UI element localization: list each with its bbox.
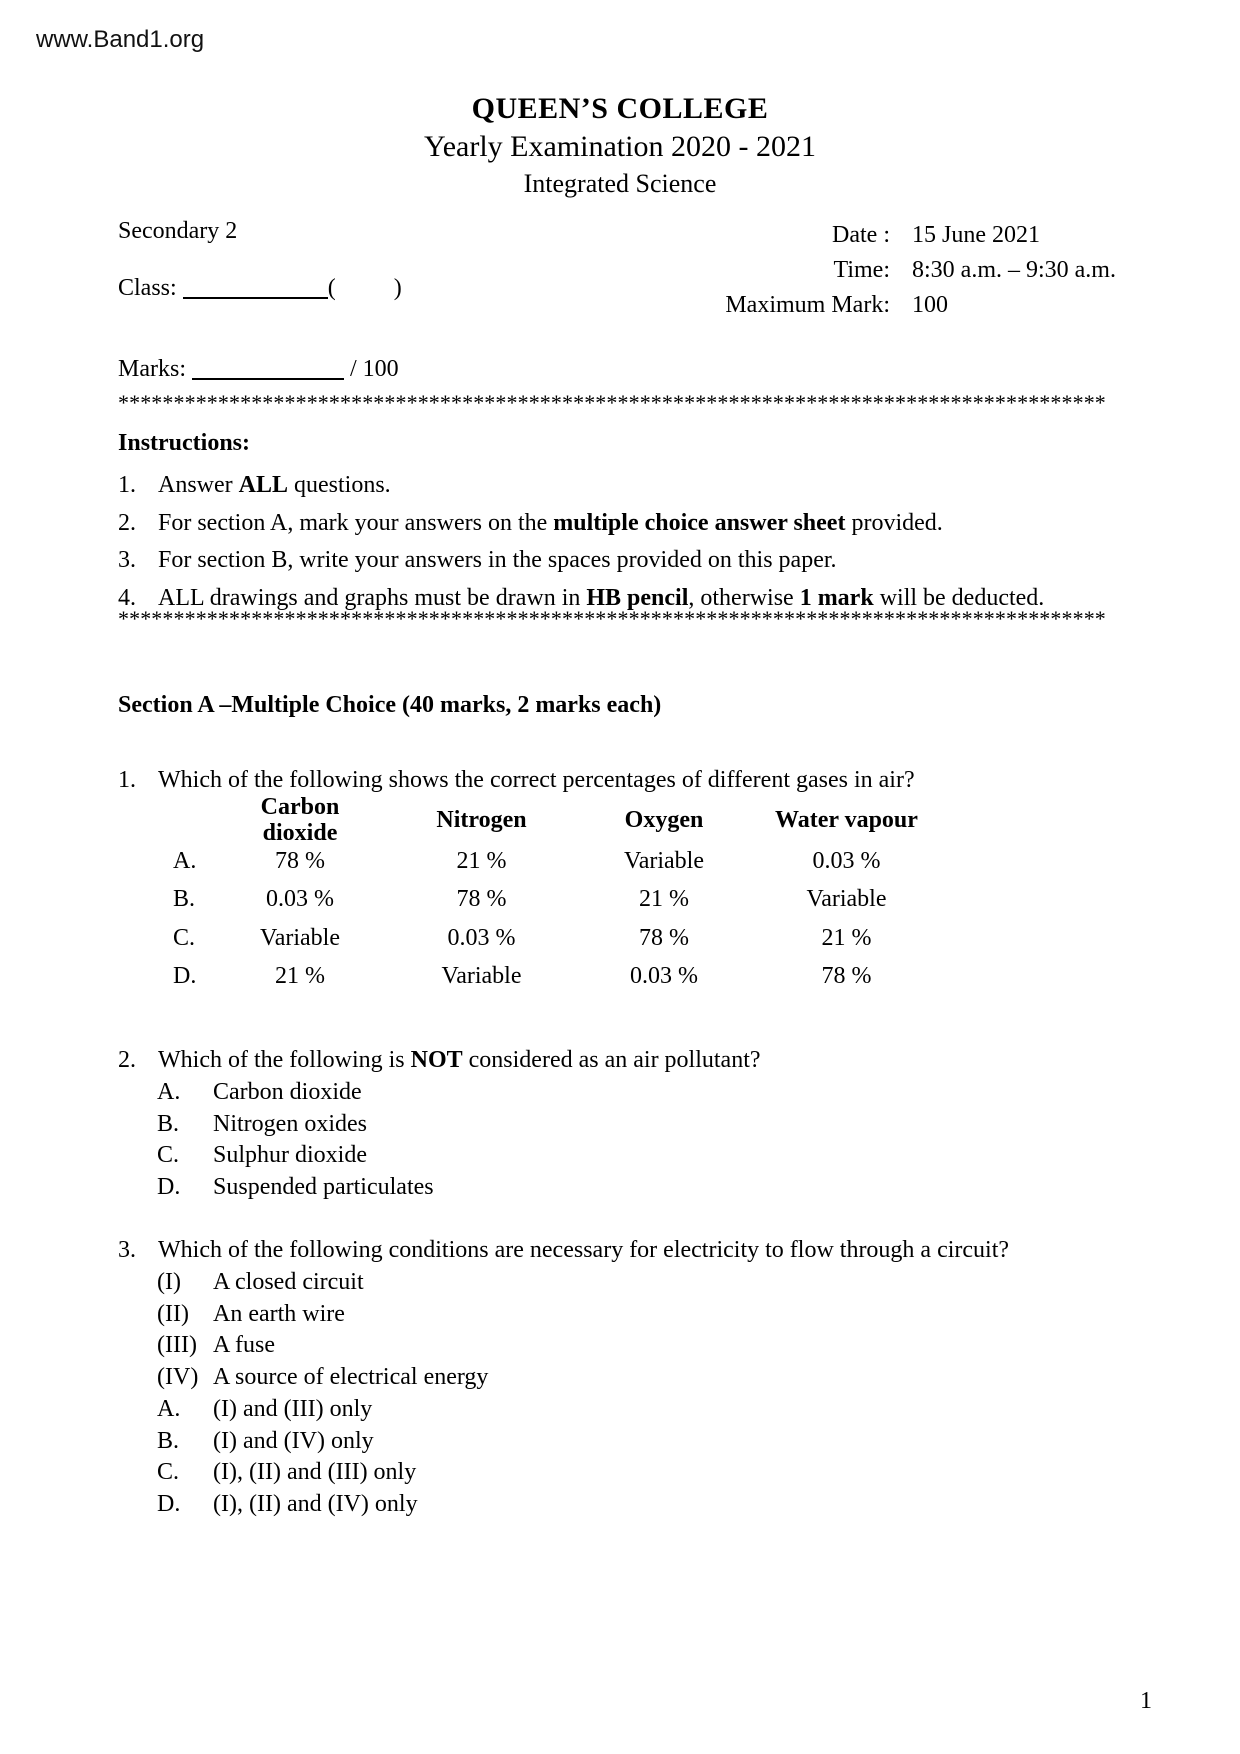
date-label: Date : xyxy=(832,222,890,248)
text-segment: provided. xyxy=(845,509,943,536)
condition-text: A closed circuit xyxy=(213,1269,364,1295)
options-list xyxy=(157,1077,1133,1204)
question-text: Which of the following conditions are necessary for electricity to flow through a circuit? xyxy=(158,1237,1010,1263)
text-segment: questions. xyxy=(288,472,391,498)
page-number: 1 xyxy=(1140,1688,1152,1714)
question-1 xyxy=(118,765,1133,996)
list-item xyxy=(157,1394,1133,1426)
max-mark-label: Maximum Mark: xyxy=(725,292,890,318)
bold-segment: ALL xyxy=(238,472,289,498)
list-item xyxy=(157,1077,1133,1109)
table-cell: 21 % xyxy=(821,924,872,951)
condition-text: A source of electrical energy xyxy=(213,1364,489,1391)
date-value: 15 June 2021 xyxy=(912,222,1040,248)
marks-blank-line xyxy=(192,354,344,380)
form-level: Secondary 2 xyxy=(118,218,238,244)
instruction-item xyxy=(118,542,1130,580)
condition-text: An earth wire xyxy=(213,1300,345,1327)
option-letter: A. xyxy=(173,847,197,874)
option-letter: B. xyxy=(157,1427,180,1454)
item-number: 4. xyxy=(118,584,136,611)
bold-segment: HB pencil xyxy=(586,584,689,611)
condition-text: A fuse xyxy=(213,1332,275,1359)
list-item xyxy=(157,1489,1133,1521)
item-number: 1. xyxy=(118,472,136,498)
option-letter: D. xyxy=(157,1174,181,1201)
section-a-heading: Section A –Multiple Choice (40 marks, 2 marks each) xyxy=(118,692,662,718)
instructions xyxy=(118,428,1130,617)
question-number: 2. xyxy=(118,1047,136,1073)
question-line xyxy=(118,1045,1133,1075)
question-line xyxy=(118,1235,1133,1265)
table-cell: 78 % xyxy=(821,963,872,990)
time-label: Time: xyxy=(833,257,890,283)
watermark-text: www.Band1.org xyxy=(36,26,205,53)
school-name: QUEEN’S COLLEGE xyxy=(471,92,769,125)
time-value: 8:30 a.m. – 9:30 a.m. xyxy=(912,257,1116,283)
exam-meta xyxy=(640,218,1116,323)
option-letter: D. xyxy=(173,963,197,990)
paren-close: ) xyxy=(393,275,402,301)
question-number: 1. xyxy=(118,767,136,793)
option-letter: D. xyxy=(157,1490,181,1517)
class-label: Class: xyxy=(118,275,177,301)
header-spacer xyxy=(173,798,210,842)
item-text xyxy=(158,467,1130,505)
option-text: Carbon dioxide xyxy=(213,1079,362,1105)
text-segment: For section A, mark your answers on the xyxy=(158,509,554,536)
condition-number: (II) xyxy=(157,1300,189,1327)
option-text: (I), (II) and (III) only xyxy=(213,1459,417,1486)
text-segment: , otherwise xyxy=(688,584,800,611)
question-text xyxy=(158,1045,1133,1075)
option-letter: C. xyxy=(157,1142,180,1169)
table-cell: 0.03 % xyxy=(266,886,334,913)
column-header-oxygen: Oxygen xyxy=(624,807,704,833)
date-row xyxy=(640,218,1116,253)
text-segment: Which of the following is xyxy=(158,1047,411,1073)
question-2 xyxy=(118,1045,1133,1204)
item-text xyxy=(158,542,1130,580)
exam-title: Yearly Examination 2020 - 2021 xyxy=(424,130,816,163)
item-number: 3. xyxy=(118,547,136,574)
instructions-title: Instructions: xyxy=(118,430,251,456)
table-cell: 0.03 % xyxy=(630,963,698,990)
option-letter: C. xyxy=(157,1459,180,1486)
item-text xyxy=(158,505,1130,543)
conditions-list xyxy=(157,1267,1133,1521)
marks-total: / 100 xyxy=(350,356,399,382)
list-item xyxy=(157,1426,1133,1458)
table-cell: 0.03 % xyxy=(447,924,516,951)
question-3 xyxy=(118,1235,1133,1521)
table-cell: Variable xyxy=(441,963,522,990)
bold-segment: 1 mark xyxy=(799,584,874,611)
max-mark-value: 100 xyxy=(912,292,948,318)
option-letter: C. xyxy=(173,924,196,951)
question-line xyxy=(118,765,1133,795)
marks-line xyxy=(118,354,399,383)
instruction-item xyxy=(118,467,1130,505)
subject-title: Integrated Science xyxy=(523,169,717,198)
list-item xyxy=(157,1109,1133,1141)
table-cell: 21 % xyxy=(275,963,325,990)
table-cell: 78 % xyxy=(456,886,507,913)
star-separator-bottom: ***************************************************************************************** xyxy=(118,606,1106,631)
condition-number: (III) xyxy=(157,1332,197,1359)
list-item xyxy=(157,1299,1133,1331)
column-header-nitrogen: Nitrogen xyxy=(436,807,527,833)
list-item xyxy=(157,1172,1133,1204)
option-text: Suspended particulates xyxy=(213,1174,434,1201)
instruction-item xyxy=(118,505,1130,543)
time-row xyxy=(640,253,1116,288)
table-cell: Variable xyxy=(806,886,887,913)
list-item xyxy=(157,1457,1133,1489)
text-segment: Answer xyxy=(158,472,239,498)
condition-number: (IV) xyxy=(157,1364,199,1391)
question-text: Which of the following shows the correct percentages of different gases in air? xyxy=(158,767,915,793)
option-text: Sulphur dioxide xyxy=(213,1142,367,1169)
table-cell: 21 % xyxy=(639,886,689,913)
max-mark-row xyxy=(640,288,1116,323)
text-segment: considered as an air pollutant? xyxy=(462,1047,761,1073)
header-info xyxy=(118,210,1133,330)
table-cell: 0.03 % xyxy=(812,847,881,874)
table-cell: 78 % xyxy=(639,924,689,951)
paren-open: ( xyxy=(327,275,336,301)
option-letter: A. xyxy=(157,1395,181,1422)
marks-label: Marks: xyxy=(118,356,186,382)
class-blank-line xyxy=(183,273,328,299)
bold-segment: multiple choice answer sheet xyxy=(553,509,846,536)
star-separator-top: ***************************************************************************************** xyxy=(118,390,1106,415)
title-block xyxy=(0,90,1240,200)
item-number: 2. xyxy=(118,509,136,536)
table-cell: Variable xyxy=(624,847,704,874)
bold-segment: NOT xyxy=(410,1047,463,1073)
option-letter: A. xyxy=(157,1079,181,1105)
class-line xyxy=(118,273,402,302)
header-text: Carbon dioxide xyxy=(260,794,340,846)
column-header-water-vapour: Water vapour xyxy=(775,807,918,833)
question-number: 3. xyxy=(118,1237,136,1263)
text-segment: ALL drawings and graphs must be drawn in xyxy=(158,584,587,611)
list-item xyxy=(157,1362,1133,1394)
table-cell: 78 % xyxy=(275,847,325,874)
list-item xyxy=(157,1330,1133,1362)
table-cell: 21 % xyxy=(456,847,507,874)
table-cell: Variable xyxy=(260,924,340,951)
text-segment: For section B, write your answers in the spaces provided on this paper. xyxy=(158,547,837,574)
option-letter: B. xyxy=(157,1110,180,1137)
option-letter: B. xyxy=(173,886,196,913)
option-text: Nitrogen oxides xyxy=(213,1110,367,1137)
column-header-carbon-dioxide xyxy=(210,794,390,846)
option-text: (I), (II) and (IV) only xyxy=(213,1490,418,1517)
text-segment: will be deducted. xyxy=(873,584,1045,611)
list-item xyxy=(157,1140,1133,1172)
condition-number: (I) xyxy=(157,1269,181,1295)
gas-percentage-table xyxy=(173,794,1133,996)
list-item xyxy=(157,1267,1133,1299)
option-text: (I) and (III) only xyxy=(213,1395,373,1422)
option-text: (I) and (IV) only xyxy=(213,1427,374,1454)
